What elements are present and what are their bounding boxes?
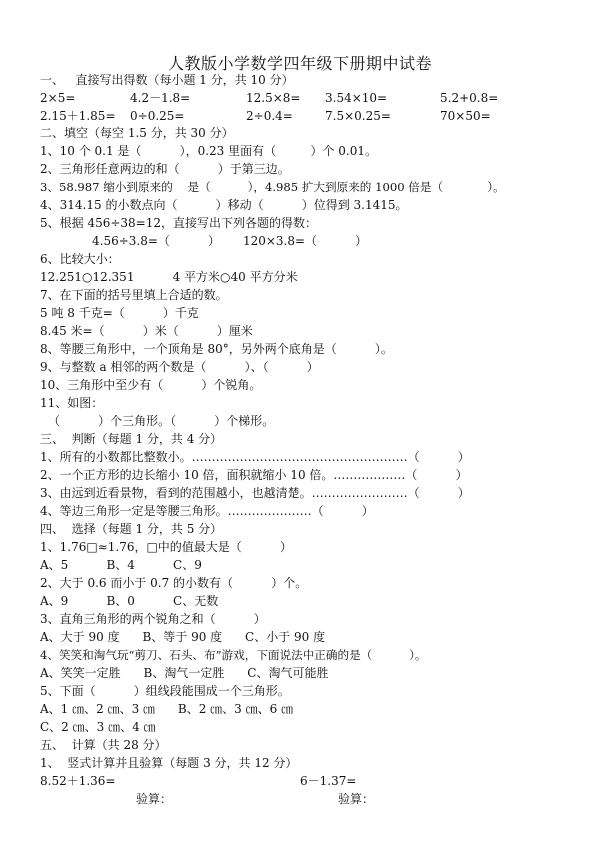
calc-item: 3.54×10= <box>325 91 388 105</box>
answer-options: A、5 B、4 C、9 <box>40 558 202 572</box>
vertical-calc-problem: 6－1.37= <box>300 774 357 788</box>
question-text: 5 吨 8 千克=（ ）千克 <box>40 306 199 320</box>
question-text: 4.56÷3.8=（ ） 120×3.8=（ ） <box>92 234 368 248</box>
calc-item: 4.2－1.8= <box>130 91 191 105</box>
answer-options: A、大于 90 度 B、等于 90 度 C、小于 90 度 <box>40 630 326 644</box>
section-5-heading: 五、 计算（共 28 分） <box>40 738 167 752</box>
question-text: 3、58.987 缩小到原来的 是（ ），4.985 扩大到原来的 1000 倍是（ ）。 <box>40 180 505 194</box>
calc-item: 2×5= <box>40 91 76 105</box>
section-4-heading: 四、 选择（每题 1 分，共 5 分） <box>40 522 223 536</box>
question-text: 4、笑笑和淘气玩“剪刀、石头、布”游戏，下面说法中正确的是（ ）。 <box>40 648 427 662</box>
answer-options: A、1 ㎝、2 ㎝、3 ㎝ B、2 ㎝、3 ㎝、6 ㎝ <box>40 702 294 716</box>
calc-item: 0÷0.25= <box>130 109 185 123</box>
answer-options: A、9 B、0 C、无数 <box>40 594 219 608</box>
calc-item: 7.5×0.25= <box>325 109 391 123</box>
question-text: 6、比较大小： <box>40 252 120 266</box>
question-text: 10、三角形中至少有（ ）个锐角。 <box>40 378 262 392</box>
calc-item: 12.5×8= <box>246 91 301 105</box>
question-text: 8、等腰三角形中，一个顶角是 80°，另外两个底角是（ ）。 <box>40 342 393 356</box>
section-2-heading: 二、填空（每空 1.5 分，共 30 分） <box>40 126 234 140</box>
question-text: 11、如图： <box>40 396 104 410</box>
question-text: 1、所有的小数都比整数小。………………………………………………（ ） <box>40 450 470 464</box>
vertical-calc-problem: 8.52＋1.36= <box>40 774 116 788</box>
question-text: 4、314.15 的小数点向（ ）移动（ ）位得到 3.1415。 <box>40 198 408 212</box>
section-1-heading: 一、 直接写出得数（每小题 1 分，共 10 分） <box>40 73 294 87</box>
calc-item: 5.2+0.8= <box>440 91 499 105</box>
question-text: 2、一个正方形的边长缩小 10 倍，面积就缩小 10 倍。………………（ ） <box>40 468 468 482</box>
calc-item: 2.15＋1.85= <box>40 109 116 123</box>
question-text: 8.45 米=（ ）米（ ）厘米 <box>40 324 253 338</box>
question-text: 12.251○12.351 4 平方米○40 平方分米 <box>40 270 298 284</box>
calc-item: 70×50= <box>440 109 491 123</box>
question-text: 3、由远到近看景物，看到的范围越小，也越清楚。……………………（ ） <box>40 486 470 500</box>
question-text: 1、10 个 0.1 是（ ），0.23 里面有（ ）个 0.01。 <box>40 144 377 158</box>
question-text: 5、下面（ ）组线段能围成一个三角形。 <box>40 684 290 698</box>
exam-title: 人教版小学数学四年级下册期中试卷 <box>167 54 432 73</box>
calc-item: 2÷0.4= <box>246 109 293 123</box>
question-text: 5、根据 456÷38=12，直接写出下列各题的得数： <box>40 216 318 230</box>
question-text: 1、1.76□≈1.76，□中的值最大是（ ） <box>40 540 292 554</box>
question-text: 3、直角三角形的两个锐角之和（ ） <box>40 612 266 626</box>
question-text: 4、等边三角形一定是等腰三角形。…………………（ ） <box>40 504 374 518</box>
question-text: （ ）个三角形。（ ）个梯形。 <box>48 414 275 428</box>
answer-options: A、笑笑一定胜 B、淘气一定胜 C、淘气可能胜 <box>40 666 329 680</box>
question-text: 9、与整数 a 相邻的两个数是（ ）、（ ） <box>40 360 319 374</box>
check-label: 验算： <box>136 792 173 806</box>
question-text: 7、在下面的括号里填上合适的数。 <box>40 288 228 302</box>
check-label: 验算： <box>338 792 375 806</box>
section-5-subheading: 1、 竖式计算并且验算（每题 3 分，共 12 分） <box>40 756 298 770</box>
question-text: 2、大于 0.6 而小于 0.7 的小数有（ ）个。 <box>40 576 308 590</box>
answer-options: C、2 ㎝、3 ㎝、4 ㎝ <box>40 720 156 734</box>
section-3-heading: 三、 判断（每题 1 分，共 4 分） <box>40 432 223 446</box>
question-text: 2、三角形任意两边的和（ ）于第三边。 <box>40 162 290 176</box>
